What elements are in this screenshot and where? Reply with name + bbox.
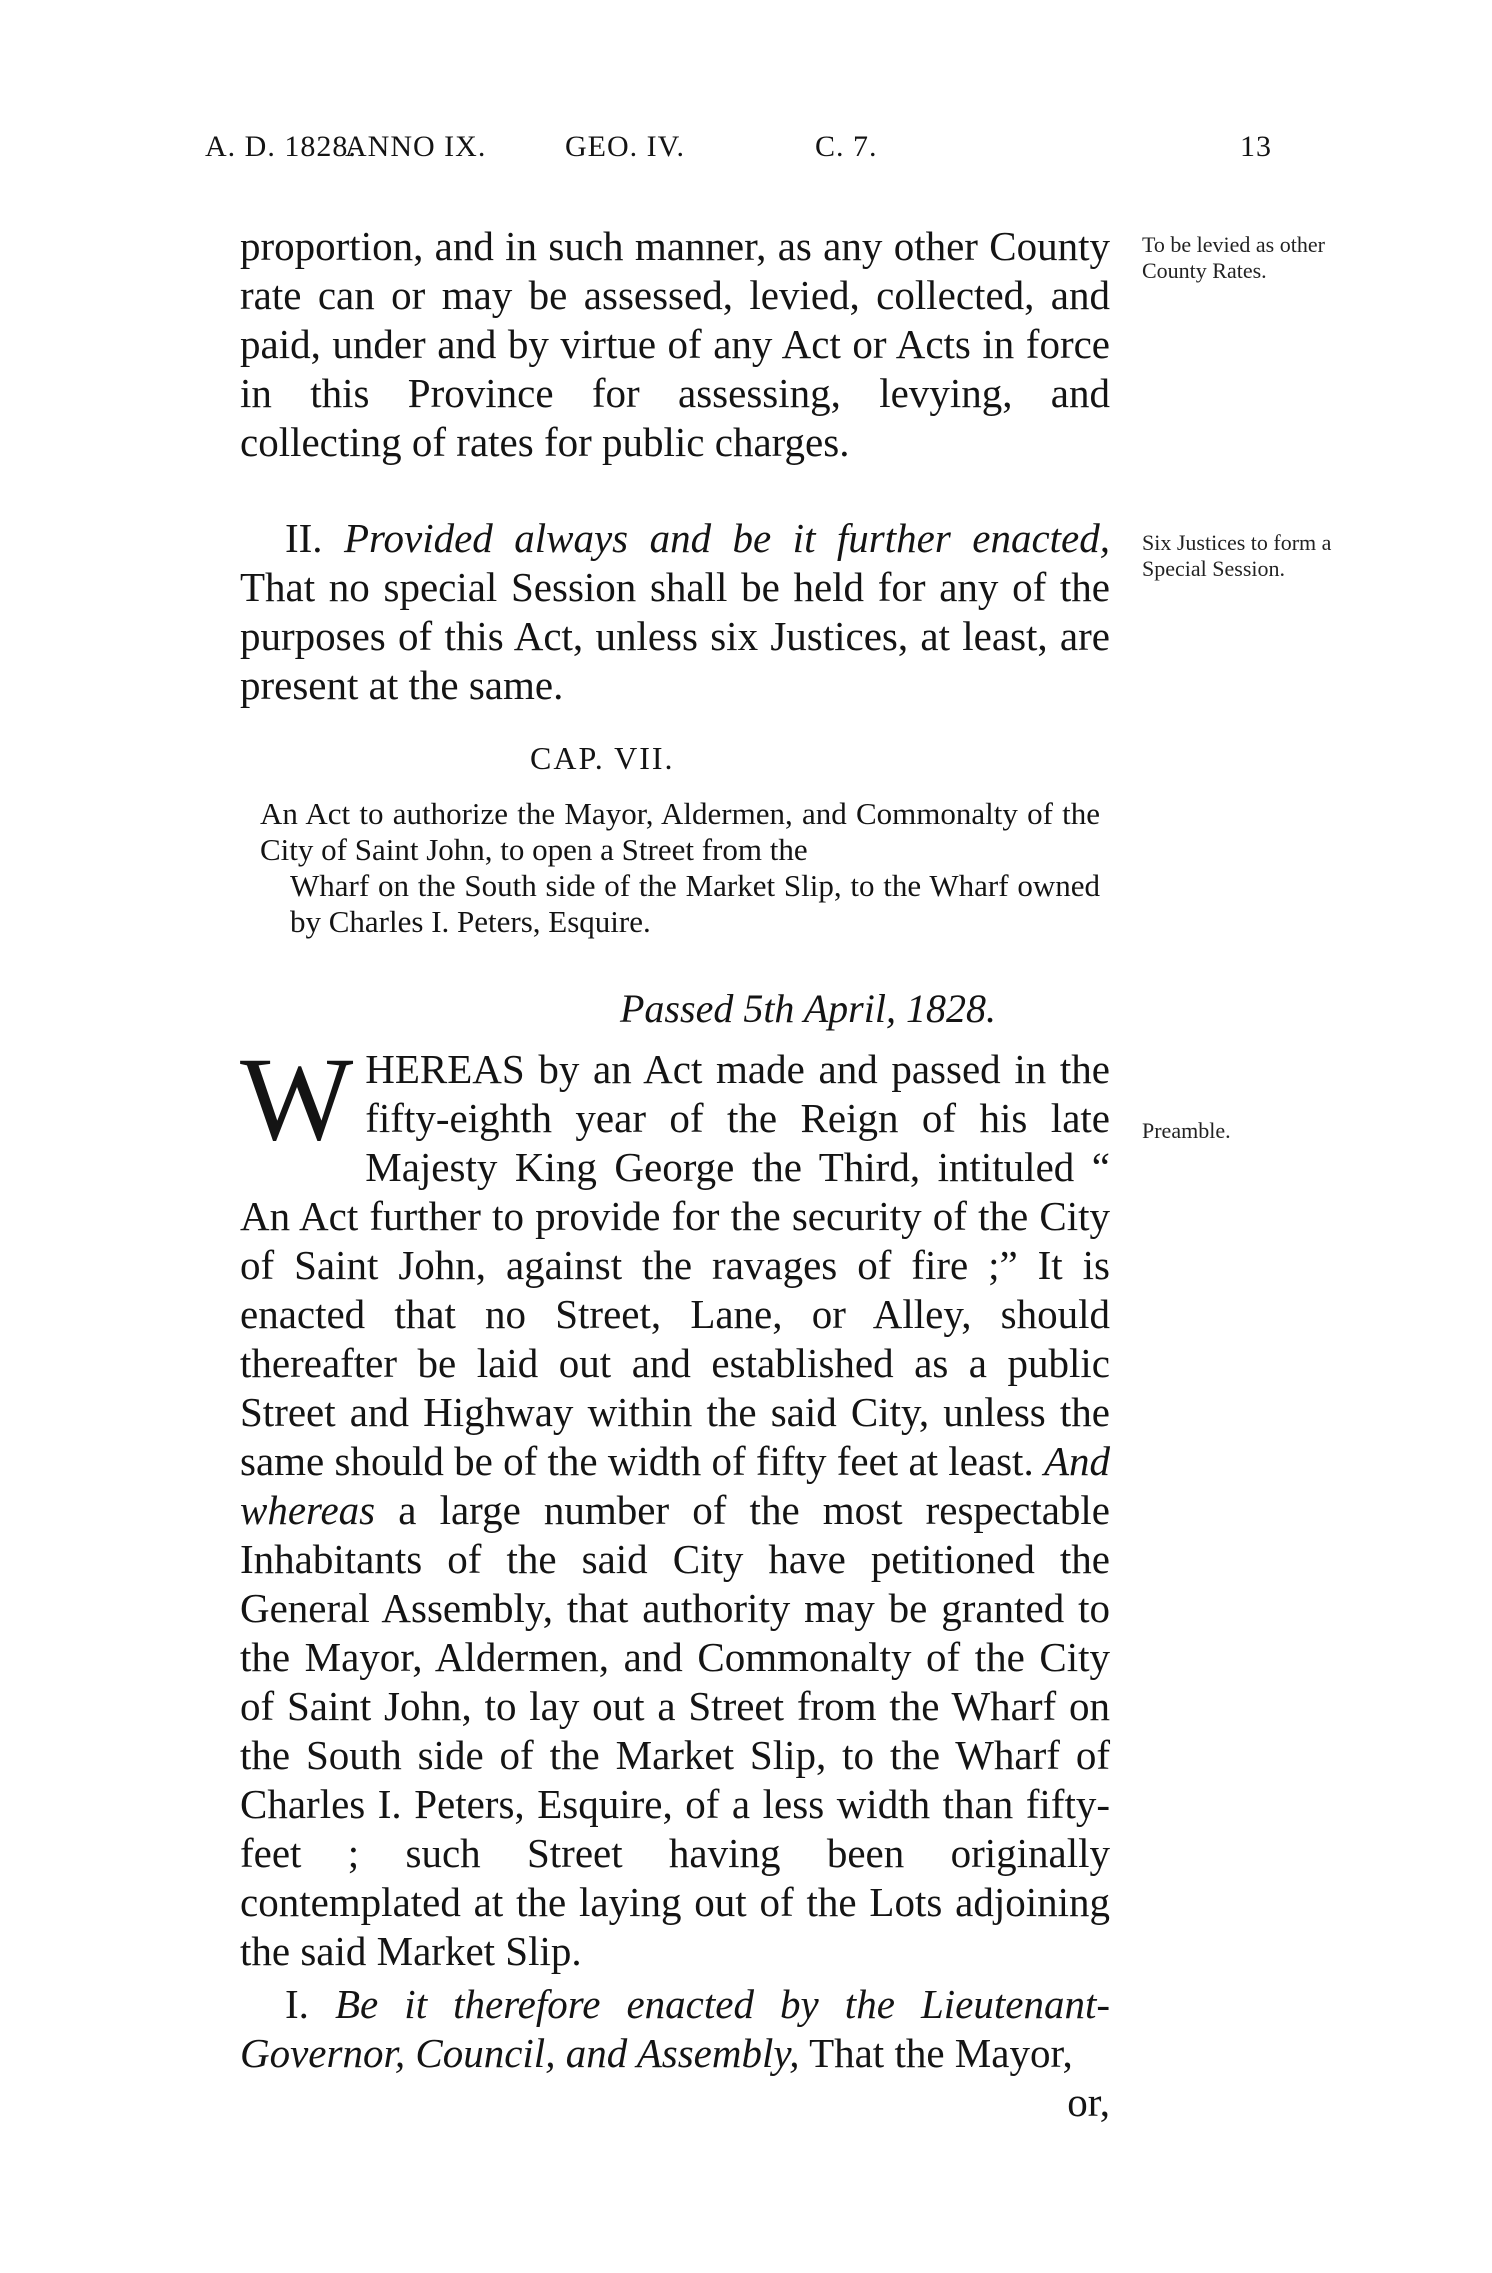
section-two-block (240, 514, 1110, 710)
running-head-date: A. D. 1828. (205, 130, 357, 163)
preamble-whereas: And whereas (240, 1438, 1111, 1533)
section-i-enacting: Be it therefore enacted by the Lieutenant-Governor, Council, and Assembly, (240, 1981, 1110, 2076)
drop-cap: W (240, 1032, 354, 1165)
chapter-title-line2: Wharf on the South side of the Market Slip, to the Wharf owned by Charles I. Peters, Esquire. (290, 868, 1100, 939)
chapter-title-line1: An Act to authorize the Mayor, Aldermen, and Commonalty of the City of Saint John, to open a Street from the (260, 796, 1100, 867)
margin-note-preamble: Preamble. (1142, 1118, 1231, 1143)
section-i-number: I. (285, 1981, 309, 2027)
catchword: or, (1067, 2079, 1110, 2125)
running-head-chapter: C. 7. (815, 130, 878, 163)
running-head-anno: ANNO IX. (345, 130, 487, 163)
preamble-text-second: a large number of the most respectable Inhabitants of the said City have petitioned the General Assembly, that authority may be granted to the Mayor, Aldermen, and Commonalty of the City of Saint John, to lay out a Street from the Wharf on the South side of the Market Slip, to the Wharf of Charles I. Peters, Esquire, of a less width than fifty-feet ; such Street having been originally contemplated at the laying out of the Lots adjoining the said Market Slip. (240, 1487, 1111, 1974)
preamble-text-first: HEREAS by an Act made and passed in the fifty-eighth year of the Reign of his late Majesty King George the Third, intituled “ An Act further to provide for the security of the City of Saint John, against the ravages of fire ;” It is enacted that no Street, Lane, or Alley, should thereafter be laid out and established as a public Street and Highway within the said City, unless the same should be of the width of fifty feet at least. (240, 1046, 1110, 1484)
section-two-text: That no special Session shall be held for any of the purposes of this Act, unless six Justices, at least, are present at the same. (240, 564, 1110, 708)
section-one-text: proportion, and in such manner, as any other County rate can or may be assessed, levied, collected, and paid, under and by virtue of any Act or Acts in force in this Province for assessing, levying, and collecting of rates for public charges. (240, 223, 1110, 465)
section-one-block (240, 222, 1110, 467)
margin-note-justices: Six Justices to form a Special Session. (1142, 530, 1332, 581)
section-i-paragraph (240, 1980, 1110, 2078)
chapter-title (260, 796, 1100, 940)
section-i-text: That the Mayor, (809, 2030, 1073, 2076)
section-two-number: II. (285, 515, 323, 561)
margin-note-levied: To be levied as other County Rates. (1142, 232, 1325, 283)
page-number: 13 (1240, 130, 1272, 163)
preamble-paragraph (240, 1032, 1111, 1976)
preamble-block (240, 1032, 1111, 2127)
section-two-paragraph (240, 514, 1110, 710)
passed-date: Passed 5th April, 1828. (620, 986, 996, 1031)
chapter-heading: CAP. VII. (530, 740, 675, 776)
section-two-proviso: Provided always and be it further enacted, (344, 515, 1110, 561)
running-head-reign: GEO. IV. (565, 130, 685, 163)
